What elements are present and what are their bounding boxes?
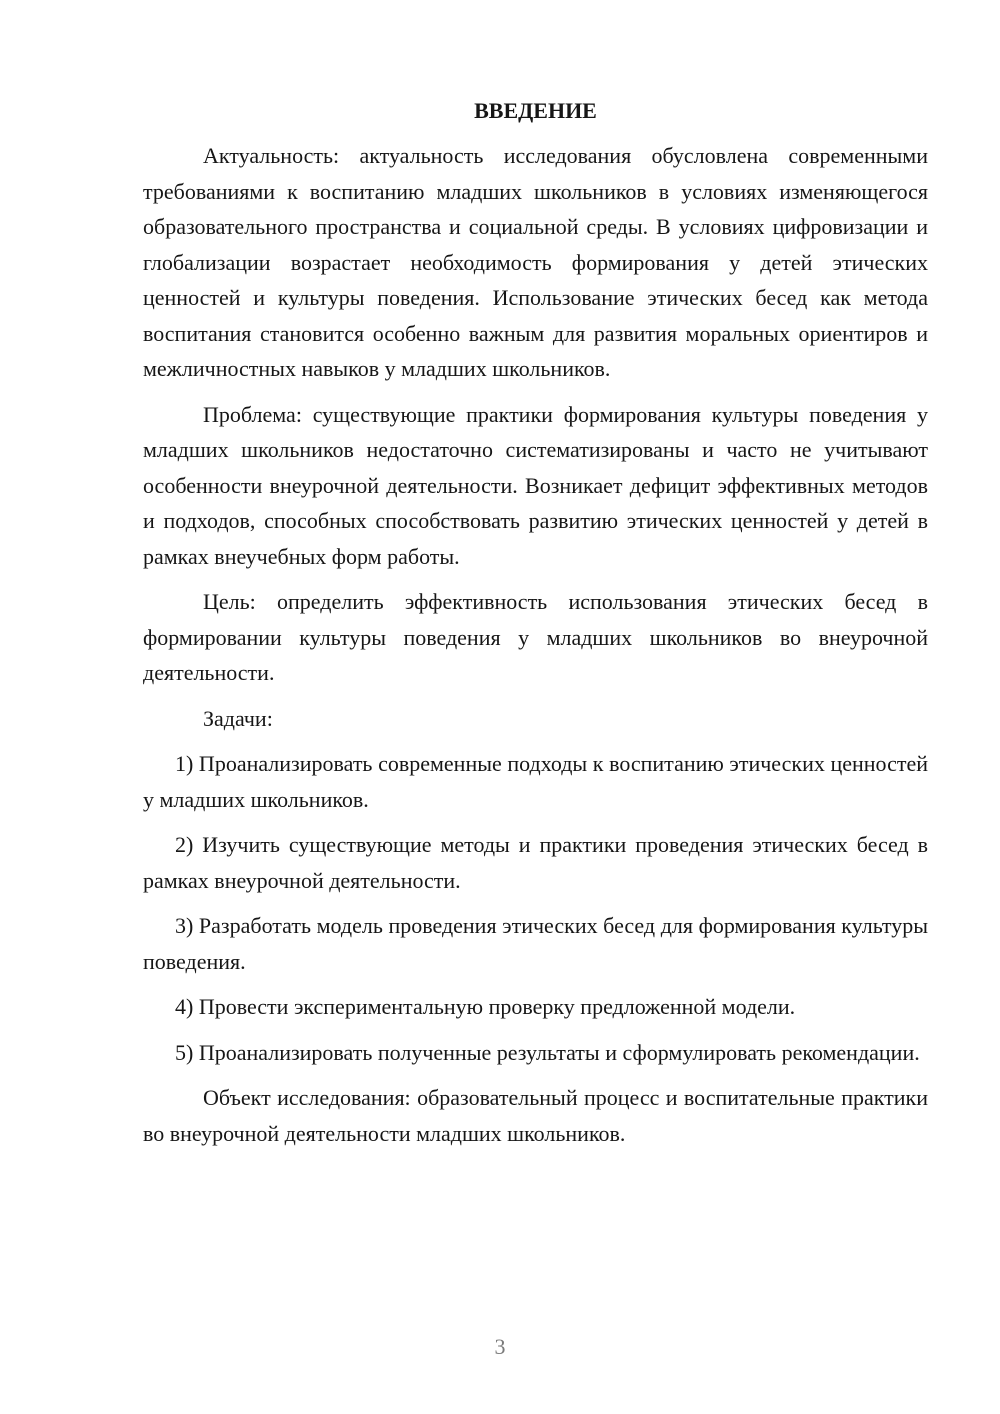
- task-item-1: 1) Проанализировать современные подходы к воспитанию этических ценностей у младших школьников.: [143, 751, 928, 812]
- task-item-4: 4) Провести экспериментальную проверку предложенной модели.: [175, 994, 796, 1019]
- paragraph-relevance: Актуальность: актуальность исследования обусловлена современными требованиями к воспитанию младших школьников в условиях изменяющегося образовательного пространства и социальной среды. В условиях цифровизации и глобализации возрастает необходимость формирования у детей этических ценностей и культуры поведения. Использование этических бесед как метода воспитания становится особенно важным для развития моральных ориентиров и межличностных навыков у младших школьников.: [143, 143, 928, 381]
- task-item-5: 5) Проанализировать полученные результаты и сформулировать рекомендации.: [175, 1039, 920, 1065]
- page-number: 3: [494, 1334, 506, 1359]
- paragraph-object: Объект исследования: образовательный процесс и воспитательные практики во внеурочной деятельности младших школьников.: [143, 1085, 928, 1146]
- section-title: ВВЕДЕНИЕ: [474, 98, 597, 123]
- paragraph-goal: Цель: определить эффективность использования этических бесед в формировании культуры поведения у младших школьников во внеурочной деятельности.: [143, 589, 928, 685]
- paragraph-problem: Проблема: существующие практики формирования культуры поведения у младших школьников недостаточно систематизированы и часто не учитывают особенности внеурочной деятельности. Возникает дефицит эффективных методов и подходов, способных способствовать развитию этических ценностей у детей в рамках внеучебных форм работы.: [143, 401, 928, 569]
- tasks-heading: Задачи:: [203, 705, 273, 731]
- task-item-3: 3) Разработать модель проведения этических бесед для формирования культуры поведения.: [143, 913, 928, 974]
- page-content: [143, 93, 928, 1151]
- task-item-2: 2) Изучить существующие методы и практики проведения этических бесед в рамках внеурочной деятельности.: [143, 832, 928, 893]
